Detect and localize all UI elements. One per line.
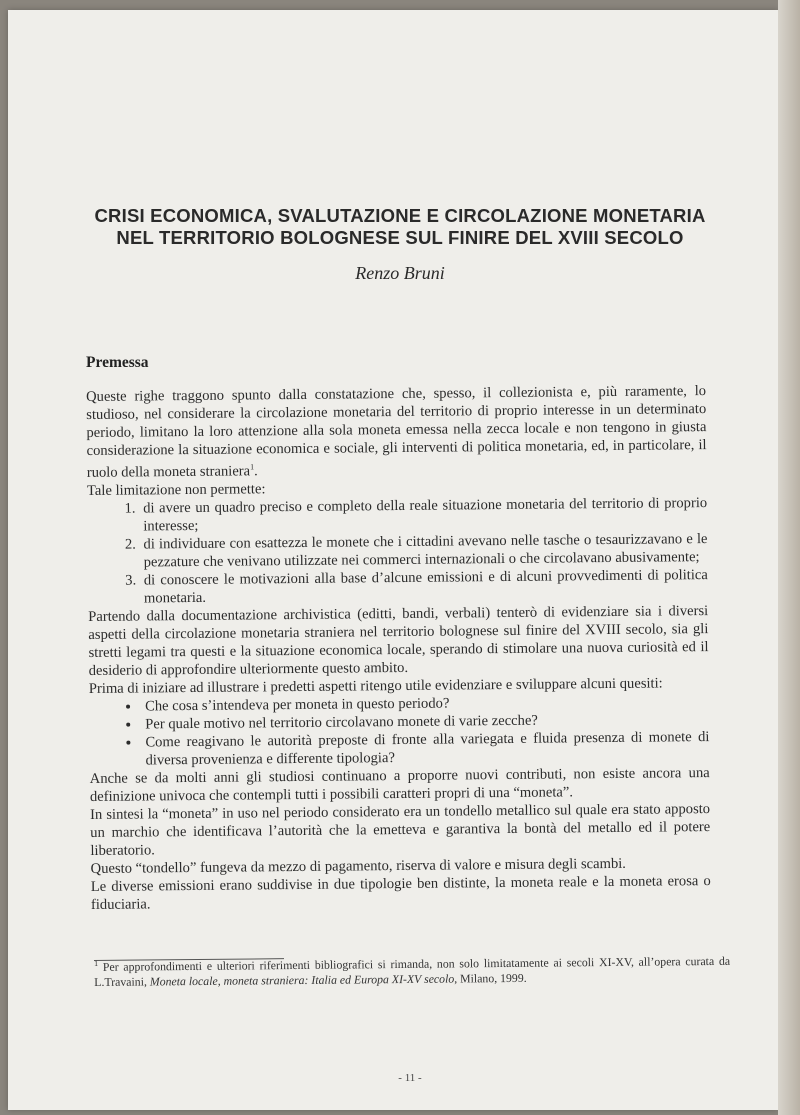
footnote-ref: 1: [250, 462, 255, 472]
list-item: • Come reagivano le autorità preposte di fronte alla variegata e fluida presenza di monete di diversa provenienza e differente tipologia?: [141, 728, 709, 769]
paragraph-5: Anche se da molti anni gli studiosi continuano a proporre nuovi contributi, non esiste ancora una definizione univoca che contempli tutti i possibili caratteri propri di una “moneta”.: [89, 764, 710, 805]
article-title: [70, 205, 730, 249]
bullet-list: [89, 692, 710, 770]
page-edge: [778, 0, 800, 1115]
numbered-list: [87, 494, 708, 608]
page-number: - 11 -: [398, 1072, 422, 1084]
title-line-1: CRISI ECONOMICA, SVALUTAZIONE E CIRCOLAZIONE MONETARIA: [94, 205, 706, 226]
list-item: 3. di conoscere le motivazioni alla base d’alcune emissioni e di alcuni provvedimenti di politica monetaria.: [140, 566, 708, 607]
paragraph-1: [86, 382, 707, 482]
list-item: • Che cosa s’intendeva per moneta in questo periodo?: [141, 692, 709, 715]
body-text: [86, 382, 711, 914]
paragraph-1-text: Queste righe traggono spunto dalla constatazione che, spesso, il collezionista e, più raramente, lo studioso, nel considerare la circolazione monetaria del territorio di proprio interesse in un determinato periodo, limitano la loro attenzione alla sola moneta emessa nella zecca locale e non tengono in giusta considerazione la situazione economica e sociale, gli interventi di politica monetaria, ed, in particolare, il ruolo della moneta straniera: [86, 383, 707, 481]
footnote-end: , Milano, 1999.: [454, 970, 527, 986]
paragraph-3: Partendo dalla documentazione archivistica (editti, bandi, verbali) tenterò di evidenziare sia i diversi aspetti della circolazione monetaria straniera nel territorio bolognese sul finire del XVIII secolo, sia gli stretti legami tra questi e la situazione economica locale, sperando di stimolare una nuova curiosità ed il desiderio di approfondire ulteriormente questo ambito.: [88, 602, 709, 679]
footnote: [94, 950, 730, 990]
list-item: 2. di individuare con esattezza le monete che i cittadini avevano nelle tasche o tesaurizzavano e le pezzature che venivano utilizzate nei commerci internazionali o che circolavano abusivamente;: [139, 530, 707, 571]
author-name: Renzo Bruni: [355, 263, 445, 283]
list-item: • Per quale motivo nel territorio circolavano monete di varie zecche?: [141, 710, 709, 733]
section-heading: Premessa: [86, 354, 149, 371]
paragraph-8: Le diverse emissioni erano suddivise in due tipologie ben distinte, la moneta reale e la moneta erosa o fiduciaria.: [90, 872, 711, 913]
footnote-book-title: Moneta locale, moneta straniera: Italia ed Europa XI-XV secolo: [149, 971, 455, 989]
paragraph-2: Tale limitazione non permette:: [86, 481, 266, 499]
paragraph-4: Prima di iniziare ad illustrare i predetti aspetti ritengo utile evidenziare e sviluppare alcuni quesiti:: [88, 675, 663, 697]
footnote-text: Per approfondimenti e ulteriori riferimenti bibliografici si rimanda, non solo limitatamente ai secoli XI-XV, all’opera curata da L.Travaini,: [94, 953, 731, 989]
paragraph-6: In sintesi la “moneta” in uso nel periodo considerato era un tondello metallico sul quale era stato apposto un marchio che identificava l’autorità che la emetteva e garantiva la bontà del metallo ed il potere liberatorio.: [90, 800, 711, 859]
paragraph-7: Questo “tondello” fungeva da mezzo di pagamento, riserva di valore e misura degli scambi.: [90, 855, 626, 877]
list-item: 1. di avere un quadro preciso e completo della reale situazione monetaria del territorio di proprio interesse;: [139, 494, 707, 535]
title-line-2: NEL TERRITORIO BOLOGNESE SUL FINIRE DEL XVIII SECOLO: [116, 227, 684, 248]
paragraph-1-end: .: [254, 463, 258, 480]
footnote-marker: 1: [94, 958, 99, 968]
